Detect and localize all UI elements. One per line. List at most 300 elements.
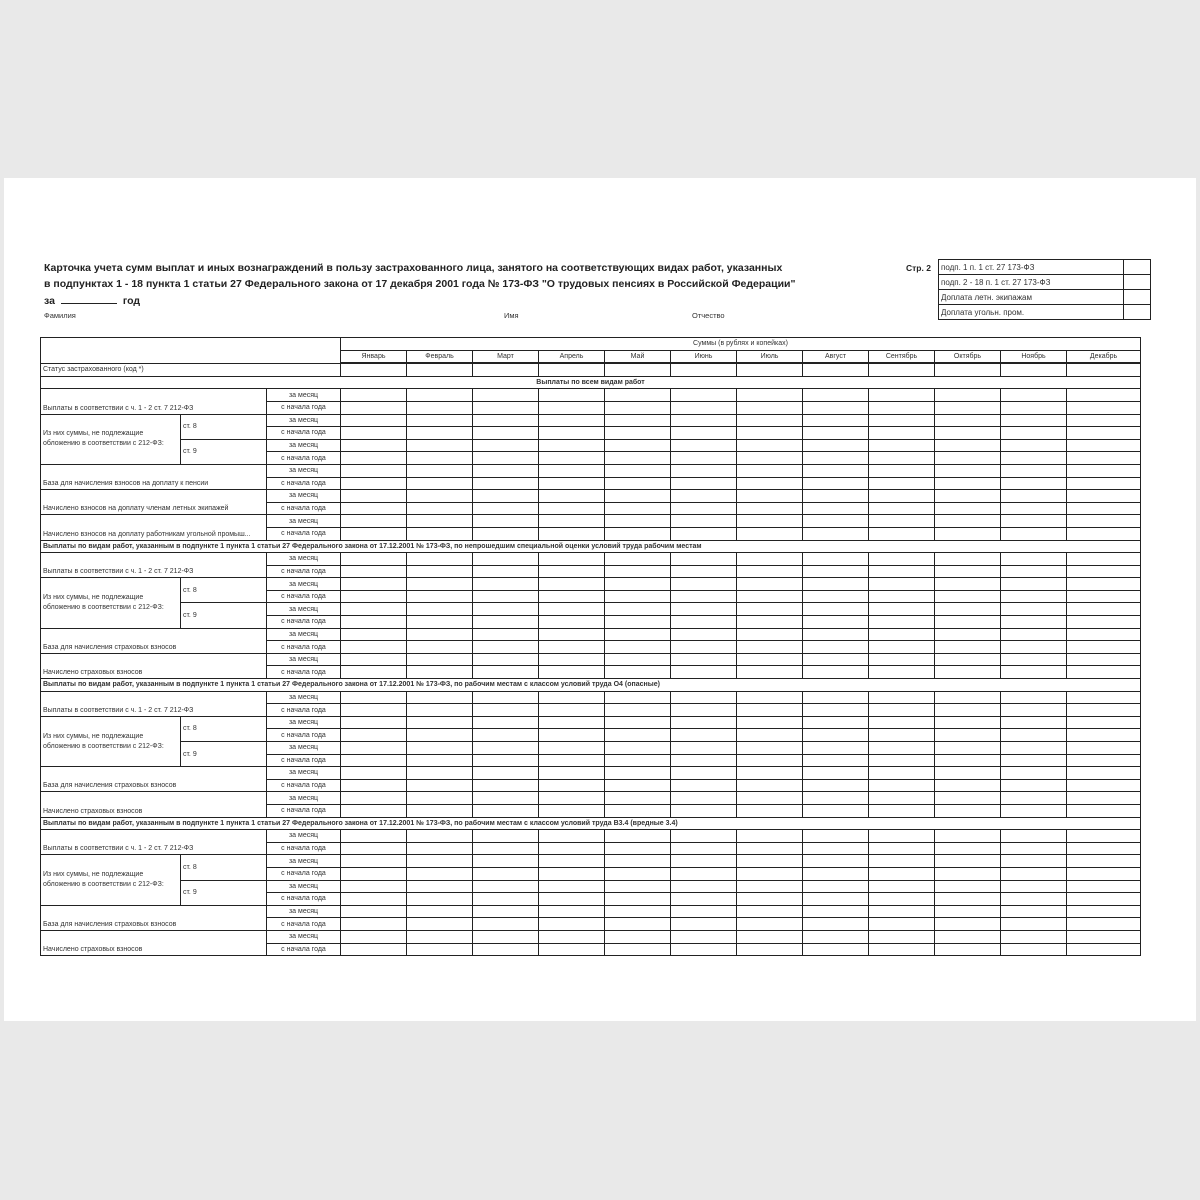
value-cell[interactable] — [539, 767, 605, 780]
value-cell[interactable] — [341, 754, 407, 767]
value-cell[interactable] — [473, 590, 539, 603]
value-cell[interactable] — [605, 653, 671, 666]
value-cell[interactable] — [803, 363, 869, 376]
value-cell[interactable] — [605, 363, 671, 376]
value-cell[interactable] — [935, 490, 1001, 503]
value-cell[interactable] — [737, 414, 803, 427]
value-cell[interactable] — [1067, 704, 1141, 717]
value-cell[interactable] — [407, 515, 473, 528]
value-cell[interactable] — [869, 477, 935, 490]
value-cell[interactable] — [869, 792, 935, 805]
value-cell[interactable] — [737, 477, 803, 490]
value-cell[interactable] — [473, 515, 539, 528]
value-cell[interactable] — [473, 565, 539, 578]
value-cell[interactable] — [737, 855, 803, 868]
value-cell[interactable] — [737, 603, 803, 616]
value-cell[interactable] — [473, 363, 539, 376]
value-cell[interactable] — [737, 565, 803, 578]
value-cell[interactable] — [1067, 477, 1141, 490]
value-cell[interactable] — [407, 716, 473, 729]
value-cell[interactable] — [341, 363, 407, 376]
value-cell[interactable] — [671, 653, 737, 666]
value-cell[interactable] — [473, 452, 539, 465]
value-cell[interactable] — [671, 502, 737, 515]
value-cell[interactable] — [803, 754, 869, 767]
value-cell[interactable] — [671, 464, 737, 477]
value-cell[interactable] — [671, 401, 737, 414]
value-cell[interactable] — [1067, 439, 1141, 452]
value-cell[interactable] — [539, 565, 605, 578]
value-cell[interactable] — [1001, 729, 1067, 742]
value-cell[interactable] — [539, 666, 605, 679]
value-cell[interactable] — [341, 767, 407, 780]
value-cell[interactable] — [869, 880, 935, 893]
value-cell[interactable] — [1001, 742, 1067, 755]
value-cell[interactable] — [341, 590, 407, 603]
value-cell[interactable] — [803, 452, 869, 465]
value-cell[interactable] — [473, 653, 539, 666]
value-cell[interactable] — [803, 893, 869, 906]
value-cell[interactable] — [803, 590, 869, 603]
value-cell[interactable] — [473, 792, 539, 805]
value-cell[interactable] — [407, 477, 473, 490]
value-cell[interactable] — [605, 855, 671, 868]
value-cell[interactable] — [473, 754, 539, 767]
value-cell[interactable] — [1001, 842, 1067, 855]
value-cell[interactable] — [341, 742, 407, 755]
value-cell[interactable] — [1067, 401, 1141, 414]
value-cell[interactable] — [473, 414, 539, 427]
value-cell[interactable] — [1067, 830, 1141, 843]
value-cell[interactable] — [869, 842, 935, 855]
value-cell[interactable] — [1067, 691, 1141, 704]
value-cell[interactable] — [473, 477, 539, 490]
value-cell[interactable] — [671, 363, 737, 376]
value-cell[interactable] — [737, 439, 803, 452]
value-cell[interactable] — [1067, 553, 1141, 566]
value-cell[interactable] — [737, 401, 803, 414]
value-cell[interactable] — [869, 691, 935, 704]
year-field[interactable] — [61, 292, 117, 304]
value-cell[interactable] — [341, 527, 407, 540]
value-cell[interactable] — [605, 502, 671, 515]
value-cell[interactable] — [539, 704, 605, 717]
value-cell[interactable] — [671, 792, 737, 805]
value-cell[interactable] — [803, 653, 869, 666]
value-cell[interactable] — [1001, 830, 1067, 843]
value-cell[interactable] — [1067, 603, 1141, 616]
value-cell[interactable] — [605, 905, 671, 918]
value-cell[interactable] — [605, 880, 671, 893]
value-cell[interactable] — [869, 414, 935, 427]
value-cell[interactable] — [737, 880, 803, 893]
value-cell[interactable] — [341, 691, 407, 704]
value-cell[interactable] — [1067, 880, 1141, 893]
value-cell[interactable] — [341, 641, 407, 654]
value-cell[interactable] — [1001, 565, 1067, 578]
value-cell[interactable] — [803, 515, 869, 528]
value-cell[interactable] — [803, 691, 869, 704]
value-cell[interactable] — [407, 590, 473, 603]
value-cell[interactable] — [473, 804, 539, 817]
value-cell[interactable] — [605, 616, 671, 629]
value-cell[interactable] — [473, 729, 539, 742]
value-cell[interactable] — [473, 779, 539, 792]
value-cell[interactable] — [407, 893, 473, 906]
value-cell[interactable] — [737, 427, 803, 440]
value-cell[interactable] — [671, 716, 737, 729]
value-cell[interactable] — [1001, 502, 1067, 515]
value-cell[interactable] — [869, 553, 935, 566]
value-cell[interactable] — [539, 490, 605, 503]
value-cell[interactable] — [341, 502, 407, 515]
value-cell[interactable] — [473, 905, 539, 918]
value-cell[interactable] — [671, 704, 737, 717]
value-cell[interactable] — [1067, 842, 1141, 855]
value-cell[interactable] — [935, 515, 1001, 528]
value-cell[interactable] — [737, 389, 803, 402]
value-cell[interactable] — [1067, 414, 1141, 427]
value-cell[interactable] — [671, 628, 737, 641]
value-cell[interactable] — [869, 452, 935, 465]
value-cell[interactable] — [1067, 905, 1141, 918]
value-cell[interactable] — [473, 930, 539, 943]
value-cell[interactable] — [605, 893, 671, 906]
value-cell[interactable] — [935, 653, 1001, 666]
value-cell[interactable] — [935, 855, 1001, 868]
value-cell[interactable] — [803, 855, 869, 868]
value-cell[interactable] — [869, 401, 935, 414]
value-cell[interactable] — [539, 464, 605, 477]
value-cell[interactable] — [605, 427, 671, 440]
value-cell[interactable] — [341, 653, 407, 666]
value-cell[interactable] — [869, 742, 935, 755]
value-cell[interactable] — [935, 930, 1001, 943]
value-cell[interactable] — [407, 804, 473, 817]
value-cell[interactable] — [671, 943, 737, 956]
value-cell[interactable] — [737, 628, 803, 641]
value-cell[interactable] — [671, 918, 737, 931]
value-cell[interactable] — [473, 427, 539, 440]
value-cell[interactable] — [407, 779, 473, 792]
value-cell[interactable] — [869, 729, 935, 742]
value-cell[interactable] — [1067, 452, 1141, 465]
value-cell[interactable] — [1001, 515, 1067, 528]
value-cell[interactable] — [803, 842, 869, 855]
value-cell[interactable] — [539, 578, 605, 591]
value-cell[interactable] — [473, 893, 539, 906]
value-cell[interactable] — [671, 666, 737, 679]
value-cell[interactable] — [1067, 918, 1141, 931]
value-cell[interactable] — [1001, 414, 1067, 427]
value-cell[interactable] — [605, 603, 671, 616]
value-cell[interactable] — [671, 590, 737, 603]
value-cell[interactable] — [605, 527, 671, 540]
value-cell[interactable] — [869, 616, 935, 629]
value-cell[interactable] — [407, 930, 473, 943]
value-cell[interactable] — [671, 603, 737, 616]
value-cell[interactable] — [869, 855, 935, 868]
value-cell[interactable] — [737, 905, 803, 918]
value-cell[interactable] — [1001, 855, 1067, 868]
value-cell[interactable] — [803, 779, 869, 792]
value-cell[interactable] — [869, 490, 935, 503]
value-cell[interactable] — [407, 452, 473, 465]
value-cell[interactable] — [407, 389, 473, 402]
value-cell[interactable] — [737, 704, 803, 717]
value-cell[interactable] — [869, 641, 935, 654]
value-cell[interactable] — [1067, 363, 1141, 376]
value-cell[interactable] — [341, 918, 407, 931]
value-cell[interactable] — [935, 553, 1001, 566]
value-cell[interactable] — [473, 401, 539, 414]
value-cell[interactable] — [935, 754, 1001, 767]
value-cell[interactable] — [539, 742, 605, 755]
value-cell[interactable] — [671, 691, 737, 704]
value-cell[interactable] — [1001, 754, 1067, 767]
value-cell[interactable] — [869, 363, 935, 376]
value-cell[interactable] — [935, 830, 1001, 843]
value-cell[interactable] — [407, 363, 473, 376]
value-cell[interactable] — [869, 578, 935, 591]
value-cell[interactable] — [671, 830, 737, 843]
value-cell[interactable] — [671, 414, 737, 427]
value-cell[interactable] — [803, 918, 869, 931]
value-cell[interactable] — [935, 641, 1001, 654]
value-cell[interactable] — [473, 527, 539, 540]
value-cell[interactable] — [935, 729, 1001, 742]
value-cell[interactable] — [407, 653, 473, 666]
value-cell[interactable] — [737, 754, 803, 767]
value-cell[interactable] — [407, 943, 473, 956]
value-cell[interactable] — [539, 779, 605, 792]
value-cell[interactable] — [407, 603, 473, 616]
value-cell[interactable] — [671, 855, 737, 868]
value-cell[interactable] — [1001, 578, 1067, 591]
value-cell[interactable] — [539, 792, 605, 805]
value-cell[interactable] — [407, 918, 473, 931]
value-cell[interactable] — [605, 918, 671, 931]
value-cell[interactable] — [869, 502, 935, 515]
value-cell[interactable] — [473, 464, 539, 477]
value-cell[interactable] — [407, 641, 473, 654]
value-cell[interactable] — [1067, 515, 1141, 528]
value-cell[interactable] — [341, 439, 407, 452]
value-cell[interactable] — [671, 754, 737, 767]
value-cell[interactable] — [407, 691, 473, 704]
value-cell[interactable] — [935, 628, 1001, 641]
value-cell[interactable] — [605, 729, 671, 742]
value-cell[interactable] — [605, 439, 671, 452]
value-cell[interactable] — [803, 490, 869, 503]
value-cell[interactable] — [539, 691, 605, 704]
value-cell[interactable] — [803, 867, 869, 880]
value-cell[interactable] — [1001, 363, 1067, 376]
value-cell[interactable] — [737, 792, 803, 805]
value-cell[interactable] — [341, 830, 407, 843]
value-cell[interactable] — [341, 603, 407, 616]
value-cell[interactable] — [473, 439, 539, 452]
value-cell[interactable] — [935, 452, 1001, 465]
value-cell[interactable] — [935, 603, 1001, 616]
value-cell[interactable] — [1067, 716, 1141, 729]
value-cell[interactable] — [737, 578, 803, 591]
value-cell[interactable] — [605, 830, 671, 843]
value-cell[interactable] — [869, 565, 935, 578]
value-cell[interactable] — [737, 590, 803, 603]
value-cell[interactable] — [671, 893, 737, 906]
value-cell[interactable] — [473, 553, 539, 566]
value-cell[interactable] — [539, 918, 605, 931]
side-checkbox[interactable] — [1124, 260, 1151, 275]
value-cell[interactable] — [1001, 767, 1067, 780]
value-cell[interactable] — [341, 704, 407, 717]
value-cell[interactable] — [407, 742, 473, 755]
value-cell[interactable] — [869, 603, 935, 616]
value-cell[interactable] — [803, 553, 869, 566]
value-cell[interactable] — [1001, 779, 1067, 792]
value-cell[interactable] — [605, 565, 671, 578]
value-cell[interactable] — [935, 779, 1001, 792]
value-cell[interactable] — [407, 490, 473, 503]
value-cell[interactable] — [1001, 464, 1067, 477]
value-cell[interactable] — [473, 855, 539, 868]
value-cell[interactable] — [1001, 628, 1067, 641]
value-cell[interactable] — [1067, 427, 1141, 440]
value-cell[interactable] — [341, 616, 407, 629]
value-cell[interactable] — [1067, 666, 1141, 679]
value-cell[interactable] — [737, 729, 803, 742]
value-cell[interactable] — [341, 628, 407, 641]
value-cell[interactable] — [605, 641, 671, 654]
value-cell[interactable] — [1067, 742, 1141, 755]
value-cell[interactable] — [473, 867, 539, 880]
value-cell[interactable] — [803, 389, 869, 402]
value-cell[interactable] — [737, 767, 803, 780]
value-cell[interactable] — [539, 439, 605, 452]
value-cell[interactable] — [539, 867, 605, 880]
value-cell[interactable] — [1001, 880, 1067, 893]
value-cell[interactable] — [605, 590, 671, 603]
value-cell[interactable] — [1067, 590, 1141, 603]
value-cell[interactable] — [869, 515, 935, 528]
value-cell[interactable] — [605, 477, 671, 490]
value-cell[interactable] — [803, 830, 869, 843]
value-cell[interactable] — [869, 804, 935, 817]
value-cell[interactable] — [1067, 855, 1141, 868]
value-cell[interactable] — [803, 742, 869, 755]
value-cell[interactable] — [605, 666, 671, 679]
value-cell[interactable] — [671, 616, 737, 629]
value-cell[interactable] — [473, 666, 539, 679]
value-cell[interactable] — [935, 742, 1001, 755]
value-cell[interactable] — [341, 401, 407, 414]
value-cell[interactable] — [935, 427, 1001, 440]
value-cell[interactable] — [341, 565, 407, 578]
value-cell[interactable] — [803, 477, 869, 490]
value-cell[interactable] — [539, 603, 605, 616]
value-cell[interactable] — [407, 553, 473, 566]
value-cell[interactable] — [605, 754, 671, 767]
value-cell[interactable] — [407, 704, 473, 717]
value-cell[interactable] — [1067, 490, 1141, 503]
value-cell[interactable] — [671, 880, 737, 893]
value-cell[interactable] — [803, 792, 869, 805]
side-checkbox[interactable] — [1124, 305, 1151, 320]
value-cell[interactable] — [605, 691, 671, 704]
value-cell[interactable] — [737, 691, 803, 704]
value-cell[interactable] — [869, 943, 935, 956]
value-cell[interactable] — [341, 842, 407, 855]
value-cell[interactable] — [671, 742, 737, 755]
value-cell[interactable] — [935, 666, 1001, 679]
value-cell[interactable] — [671, 490, 737, 503]
value-cell[interactable] — [1067, 653, 1141, 666]
value-cell[interactable] — [1067, 754, 1141, 767]
value-cell[interactable] — [539, 616, 605, 629]
value-cell[interactable] — [869, 427, 935, 440]
value-cell[interactable] — [803, 666, 869, 679]
value-cell[interactable] — [671, 842, 737, 855]
value-cell[interactable] — [803, 565, 869, 578]
value-cell[interactable] — [1001, 553, 1067, 566]
value-cell[interactable] — [1001, 427, 1067, 440]
value-cell[interactable] — [539, 641, 605, 654]
value-cell[interactable] — [407, 464, 473, 477]
value-cell[interactable] — [539, 628, 605, 641]
value-cell[interactable] — [737, 641, 803, 654]
value-cell[interactable] — [605, 704, 671, 717]
value-cell[interactable] — [539, 930, 605, 943]
value-cell[interactable] — [341, 666, 407, 679]
value-cell[interactable] — [539, 653, 605, 666]
value-cell[interactable] — [869, 439, 935, 452]
value-cell[interactable] — [869, 716, 935, 729]
value-cell[interactable] — [539, 590, 605, 603]
value-cell[interactable] — [341, 490, 407, 503]
value-cell[interactable] — [407, 527, 473, 540]
value-cell[interactable] — [341, 867, 407, 880]
value-cell[interactable] — [671, 527, 737, 540]
value-cell[interactable] — [671, 641, 737, 654]
value-cell[interactable] — [1067, 641, 1141, 654]
value-cell[interactable] — [605, 464, 671, 477]
value-cell[interactable] — [803, 716, 869, 729]
value-cell[interactable] — [1001, 401, 1067, 414]
value-cell[interactable] — [473, 641, 539, 654]
value-cell[interactable] — [539, 804, 605, 817]
value-cell[interactable] — [935, 905, 1001, 918]
value-cell[interactable] — [605, 490, 671, 503]
value-cell[interactable] — [341, 893, 407, 906]
value-cell[interactable] — [803, 603, 869, 616]
value-cell[interactable] — [473, 918, 539, 931]
value-cell[interactable] — [605, 792, 671, 805]
value-cell[interactable] — [341, 880, 407, 893]
value-cell[interactable] — [605, 553, 671, 566]
value-cell[interactable] — [671, 439, 737, 452]
value-cell[interactable] — [341, 578, 407, 591]
value-cell[interactable] — [473, 603, 539, 616]
value-cell[interactable] — [473, 943, 539, 956]
value-cell[interactable] — [935, 363, 1001, 376]
value-cell[interactable] — [671, 515, 737, 528]
value-cell[interactable] — [737, 553, 803, 566]
value-cell[interactable] — [1067, 867, 1141, 880]
value-cell[interactable] — [407, 427, 473, 440]
value-cell[interactable] — [869, 527, 935, 540]
value-cell[interactable] — [1001, 653, 1067, 666]
